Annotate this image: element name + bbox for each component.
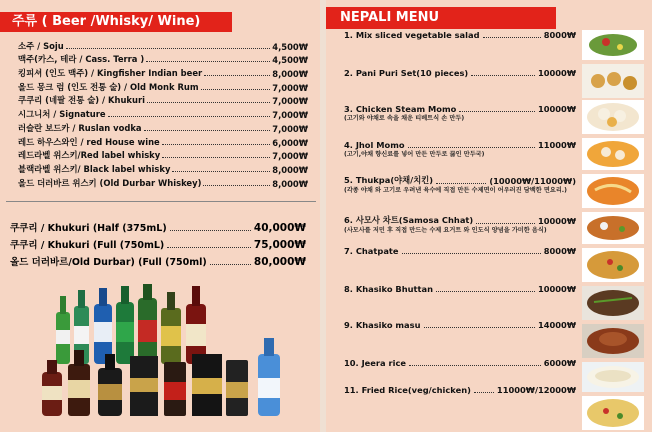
menu-item: 4. Jhol Momo 11000₩ (고기,야채 향신료를 넣어 만든 만두로 끓인 만두국) (344, 140, 576, 158)
item-description: (사모사를 저민 후 직접 만드는 수제 요거트 와 인도식 양념을 가미한 음식) (344, 227, 547, 234)
bottles-image (36, 282, 298, 422)
food-photos (580, 30, 648, 432)
terra-beer-bottle-image (116, 286, 134, 364)
item-description: (각종 야채 와 고기로 우려낸 육수에 직접 만든 수제면이 어우러진 담백한 면요리.) (344, 187, 567, 194)
chatpate-photo (582, 248, 644, 282)
khasiko-masu-photo (582, 324, 644, 358)
list-item: 올드 더러바르/Old Durbar) (Full (750ml) 80,000₩ (10, 256, 306, 268)
black-label-bottle-image (226, 360, 248, 416)
menu-item: 11. Fried Rice(veg/chicken) 11000₩/12000₩ (344, 385, 576, 395)
kingfisher-bottle-image (138, 284, 157, 364)
list-item: 맥주(카스, 테라 / Cass. Terra ) 4,500₩ (18, 54, 308, 66)
menu-item: 2. Pani Puri Set(10 pieces) 10000₩ (344, 68, 576, 78)
menu-item: 6. 사모사 차트(Samosa Chhat) 10000₩ (사모사를 저민 후 직접 만드는 수제 요거트 와 인도식 양념을 가미한 음식) (344, 215, 576, 234)
list-item: 올드 몽크 럼 (인도 전통 술) / Old Monk Rum 7,000₩ (18, 81, 308, 93)
right-page (326, 0, 652, 432)
list-item: 쿠쿠리 / Khukuri (Half (375mL) 40,000₩ (10, 222, 306, 234)
salad-photo (582, 30, 644, 60)
list-item: 러슬란 보드카 / Ruslan vodka 7,000₩ (18, 122, 308, 134)
jeera-rice-photo (582, 362, 644, 392)
left-page (0, 0, 320, 432)
drinks-list (18, 38, 308, 189)
list-item: 쿠쿠리 (네팔 전통 술) / Khukuri 7,000₩ (18, 95, 308, 107)
bottle-price-list (10, 217, 306, 268)
list-item: 레드 하우스와인 / red House wine 6,000₩ (18, 136, 308, 148)
red-label-bottle-image (164, 362, 186, 416)
item-description: (고기와 야채로 속을 채운 티베트식 손 만두) (344, 115, 465, 122)
old-durbar-box-image (130, 356, 158, 416)
thukpa-photo (582, 174, 644, 208)
soju-bottle-image (56, 296, 70, 364)
ruslan-vodka-bottle-image (258, 338, 280, 416)
menu-item: 9. Khasiko masu 14000₩ (344, 320, 576, 330)
khukuri-bottle-image (42, 360, 62, 416)
menu-item: 7. Chatpate 8000₩ (344, 246, 576, 256)
list-item: 올드 더러바르 위스키 (Old Durbar Whiskey) 8,000₩ (18, 177, 308, 189)
list-item: 쿠쿠리 / Khukuri (Full (750mL) 75,000₩ (10, 239, 306, 251)
momo-photo (582, 100, 644, 134)
drinks-title: 주류 ( Beer /Whisky/ Wine) (0, 12, 232, 32)
fried-rice-photo (582, 396, 644, 430)
list-item: 킹피셔 (인도 맥주) / Kingfisher Indian beer 8,000₩ (18, 68, 308, 80)
divider-line (6, 201, 316, 202)
menu-item: 3. Chicken Steam Momo 10000₩ (고기와 야채로 속을 채운 티베트식 손 만두) (344, 104, 576, 122)
list-item: 소주 / Soju 4,500₩ (18, 40, 308, 52)
khasiko-bhuttan-photo (582, 286, 644, 320)
list-item: 레드라벨 위스키/Red label whisky 7,000₩ (18, 150, 308, 162)
list-item: 시그니처 / Signature 7,000₩ (18, 109, 308, 121)
wine-bottle-image (186, 286, 206, 364)
menu-item: 10. Jeera rice 6000₩ (344, 358, 576, 368)
menu-item: 5. Thukpa(야채/치킨) (10000₩/11000₩) (각종 야채 와 고기로 우려낸 육수에 직접 만든 수제면이 어우러진 담백한 면요리.) (344, 175, 576, 194)
cass-beer-bottle-image (94, 288, 112, 364)
jhol-momo-photo (582, 138, 644, 170)
pani-puri-photo (582, 64, 644, 98)
item-description: (고기,야채 향신료를 넣어 만든 만두로 끓인 만두국) (344, 151, 485, 158)
liquor-bottle-image (161, 292, 181, 364)
list-item: 블랙라벨 위스키/ Black label whisky 8,000₩ (18, 163, 308, 175)
black-label-box-image (192, 354, 222, 416)
menu-item: 1. Mix sliced vegetable salad 8000₩ (344, 30, 576, 40)
samosa-chaat-photo (582, 212, 644, 244)
menu-title: NEPALI MENU (326, 7, 556, 29)
menu-item: 8. Khasiko Bhuttan 10000₩ (344, 284, 576, 294)
